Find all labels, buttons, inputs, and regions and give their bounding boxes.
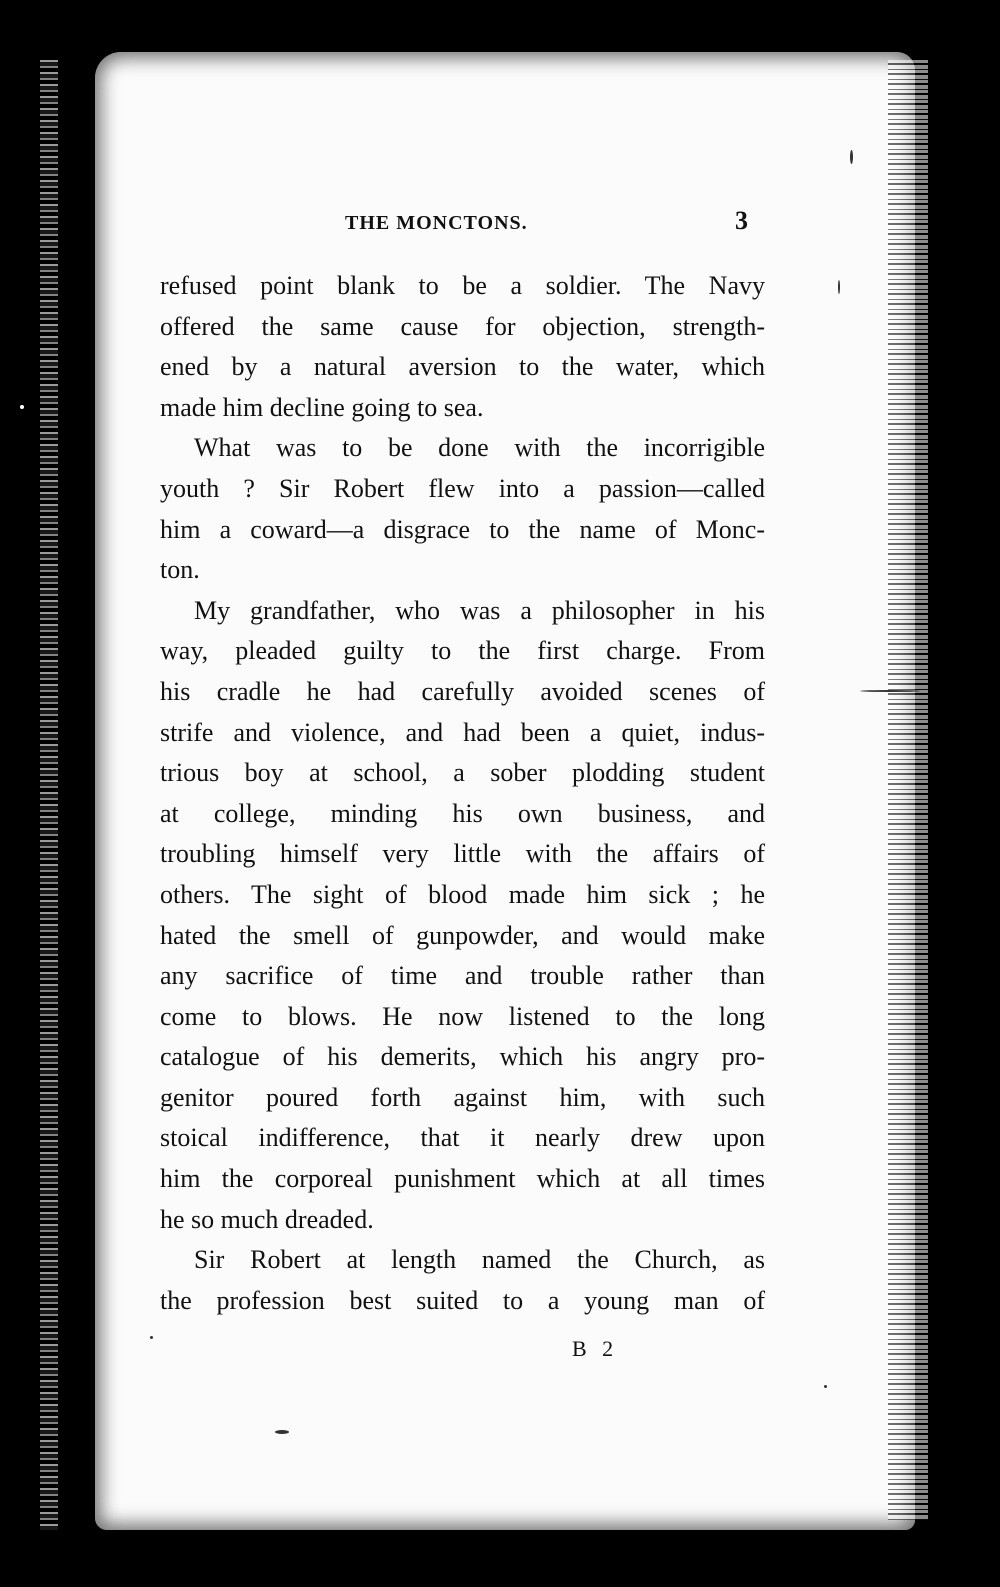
scan-right-page-edges (888, 60, 928, 1520)
text-line: he so much dreaded. (160, 1204, 374, 1234)
text-line: others. The sight of blood made him sick ; he (160, 879, 765, 909)
text-line: him the corporeal punishment which at all times (160, 1164, 765, 1194)
scan-speck (860, 690, 920, 692)
scan-speck (838, 280, 840, 294)
scan-speck (850, 150, 853, 164)
text-line: hated the smell of gunpowder, and would make (160, 920, 765, 950)
text-line: troubling himself very little with the affairs of (160, 839, 765, 869)
paragraph (160, 1240, 765, 1321)
scan-speck (275, 1430, 289, 1434)
scan-left-page-edges (40, 60, 58, 1530)
paragraph (160, 591, 765, 1241)
text-line: stoical indifference, that it nearly drew upon (160, 1123, 765, 1153)
paragraph (160, 428, 765, 590)
text-line: youth ? Sir Robert flew into a passion—called (160, 473, 765, 503)
running-head: THE MONCTONS. (345, 212, 528, 234)
text-line: at college, minding his own business, and (160, 798, 765, 828)
text-line: What was to be done with the incorrigible (194, 433, 765, 463)
text-line: genitor poured forth against him, with such (160, 1082, 765, 1112)
text-line: his cradle he had carefully avoided scenes of (160, 676, 765, 706)
text-line: way, pleaded guilty to the first charge. From (160, 636, 765, 666)
text-line: strife and violence, and had been a quiet, indus- (160, 717, 765, 747)
scan-speck (20, 405, 24, 409)
text-line: refused point blank to be a soldier. The Navy (160, 271, 765, 300)
signature-mark: B 2 (572, 1336, 619, 1361)
text-line: My grandfather, who was a philosopher in his (194, 595, 765, 625)
text-line: him a coward—a disgrace to the name of Monc- (160, 514, 765, 544)
text-line: ton. (160, 555, 200, 585)
text-line: ened by a natural aversion to the water, which (160, 352, 765, 382)
text-line: come to blows. He now listened to the long (160, 1001, 765, 1031)
body-text (160, 266, 765, 1321)
text-line: the profession best suited to a young man of (160, 1285, 765, 1315)
text-line: any sacrifice of time and trouble rather than (160, 961, 765, 991)
text-line: Sir Robert at length named the Church, as (194, 1245, 765, 1275)
text-line: made him decline going to sea. (160, 392, 484, 422)
text-line: offered the same cause for objection, strength- (160, 311, 765, 341)
text-line: trious boy at school, a sober plodding student (160, 758, 765, 788)
page-number: 3 (735, 206, 748, 235)
scan-speck (150, 1336, 153, 1339)
paragraph (160, 266, 765, 428)
scan-speck (824, 1385, 827, 1388)
text-line: catalogue of his demerits, which his angry pro- (160, 1042, 765, 1072)
